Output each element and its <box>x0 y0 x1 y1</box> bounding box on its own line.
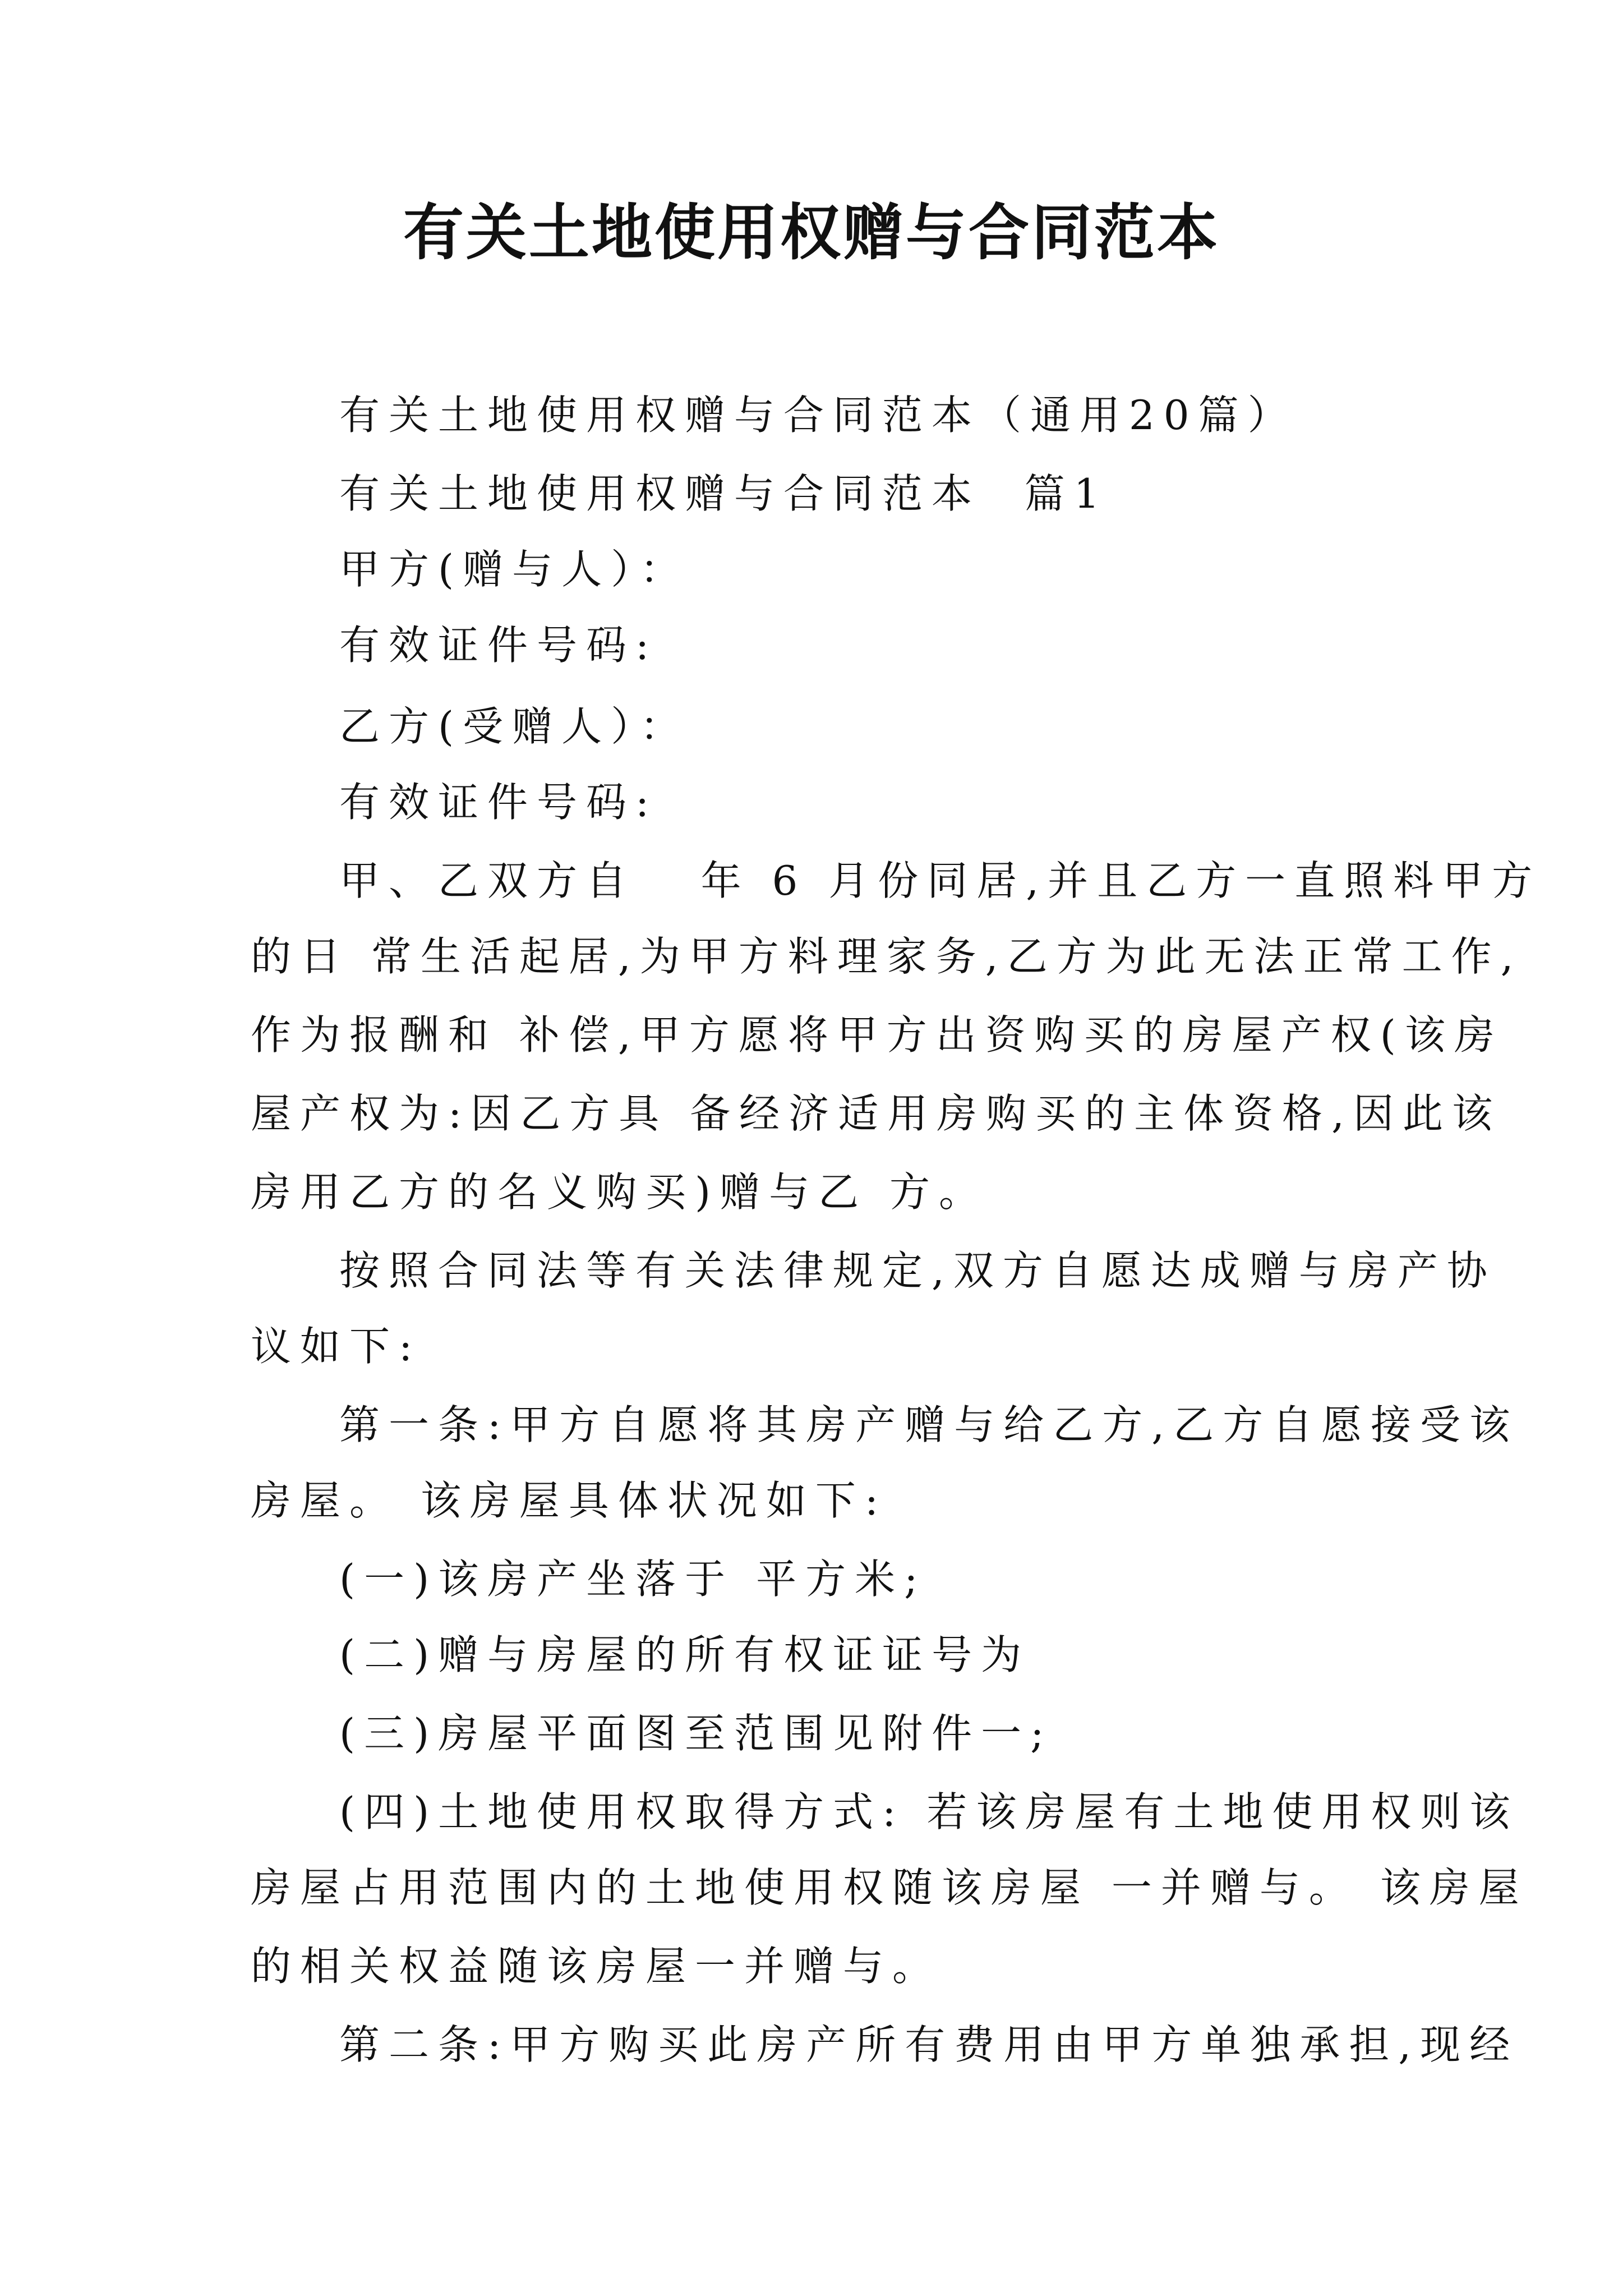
paragraph-line: 作为报酬和 补偿,甲方愿将甲方出资购买的房屋产权(该房 <box>251 1011 1504 1059</box>
document-title: 有关土地使用权赠与合同范本 <box>403 197 1220 268</box>
party-b-id-label: 有效证件号码: <box>339 779 658 826</box>
article-line: 房屋。 该房屋具体状况如下: <box>251 1477 888 1524</box>
party-b-label: 乙方(受赠人）： <box>339 703 690 750</box>
paragraph-line: 议如下: <box>251 1323 422 1370</box>
list-item: (二)赠与房屋的所有权证证号为 <box>339 1631 1031 1678</box>
list-item: (三)房屋平面图至范围见附件一; <box>339 1710 1053 1757</box>
article-line: 第一条:甲方自愿将其房产赠与给乙方,乙方自愿接受该 <box>339 1401 1519 1448</box>
paragraph-line: 甲、乙双方自 年 6 月份同居,并且乙方一直照料甲方 <box>339 857 1542 904</box>
paragraph-line: 的日 常生活起居,为甲方料理家务,乙方为此无法正常工作, <box>251 933 1523 980</box>
article-line: 第二条:甲方购买此房产所有费用由甲方单独承担,现经 <box>339 2021 1519 2068</box>
section-heading: 有关土地使用权赠与合同范本 篇1 <box>339 470 1109 517</box>
paragraph-line: 按照合同法等有关法律规定,双方自愿达成赠与房产协 <box>339 1247 1496 1294</box>
paragraph-line: 屋产权为:因乙方具 备经济适用房购买的主体资格,因此该 <box>251 1090 1502 1137</box>
party-a-id-label: 有效证件号码: <box>339 622 658 669</box>
party-a-label: 甲方(赠与人）： <box>339 546 690 593</box>
list-item: (四)土地使用权取得方式: 若该房屋有土地使用权则该 <box>339 1788 1519 1835</box>
list-item: (一)该房产坐落于 平方米; <box>339 1556 927 1603</box>
paragraph-line: 房用乙方的名义购买)赠与乙 方。 <box>251 1168 988 1216</box>
subtitle-line: 有关土地使用权赠与合同范本（通用20篇） <box>339 392 1297 439</box>
list-item-continuation: 的相关权益随该房屋一并赠与。 <box>251 1943 942 1990</box>
list-item-continuation: 房屋占用范围内的土地使用权随该房屋 一并赠与。 该房屋 <box>251 1864 1528 1911</box>
